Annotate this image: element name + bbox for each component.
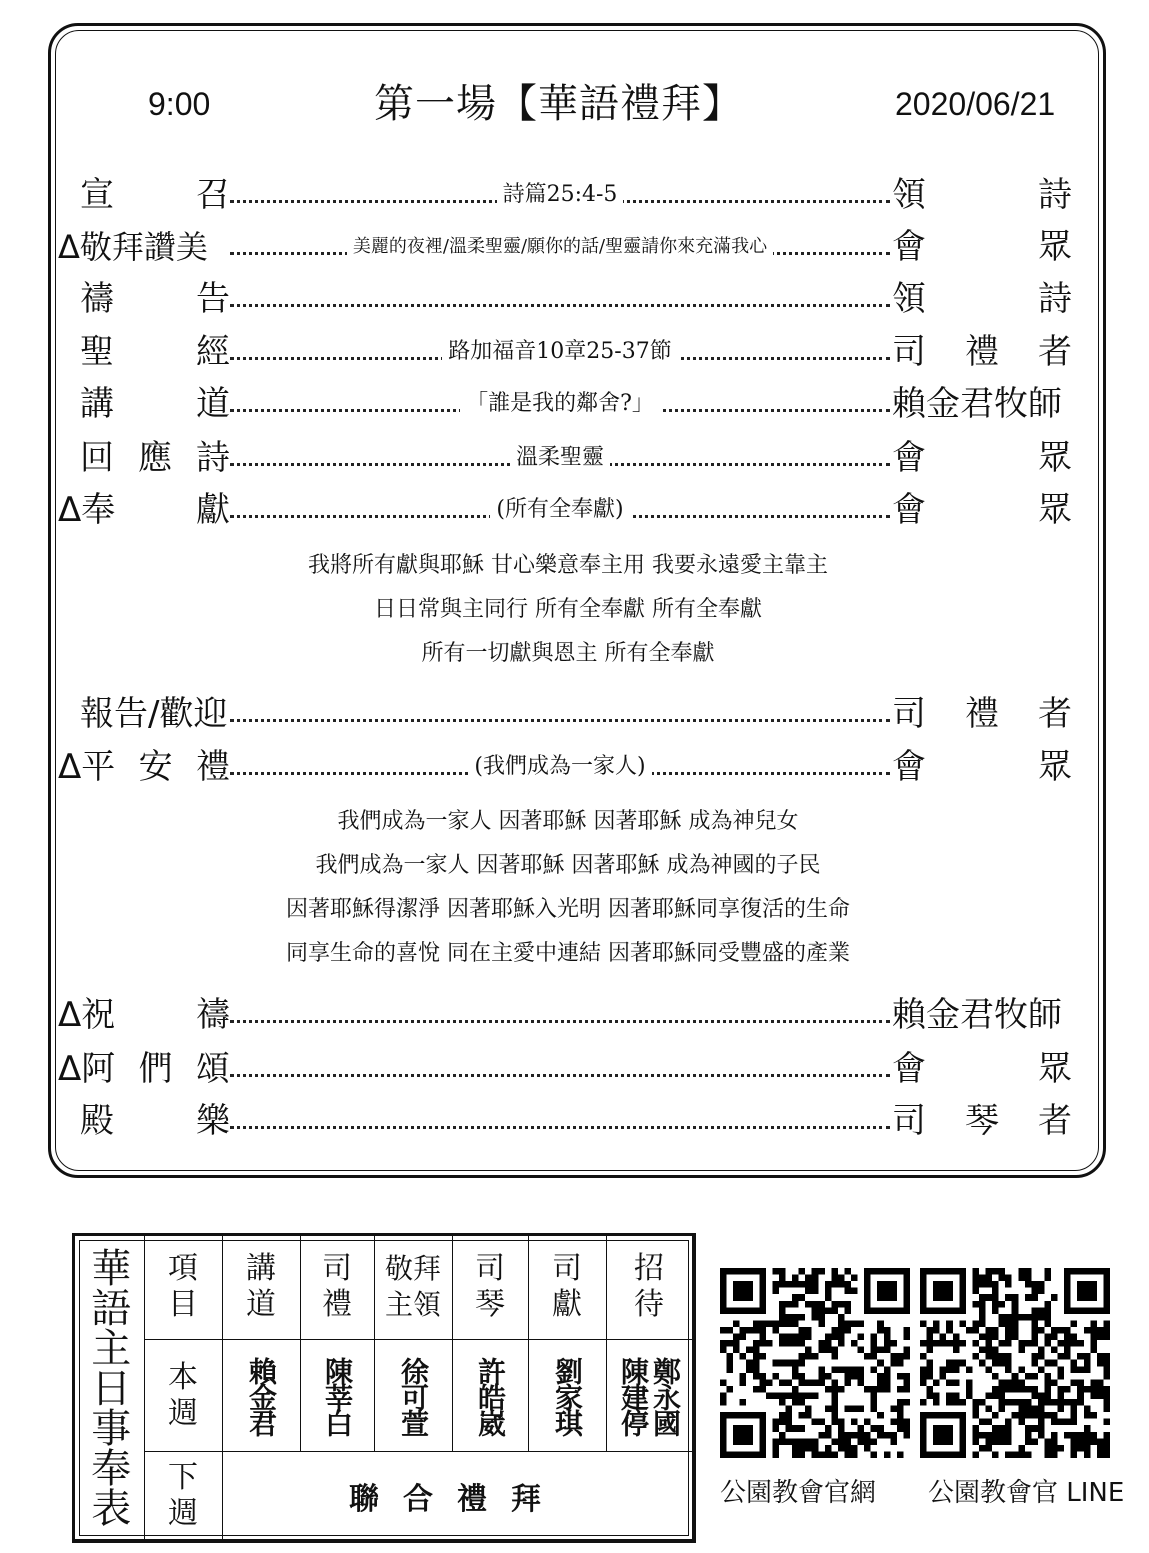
roster-name: 陳建停	[617, 1356, 650, 1435]
item-leader: 禮	[965, 694, 999, 734]
item-leader: 領	[892, 175, 926, 215]
roster-role: 講道	[246, 1250, 276, 1322]
item-label-part: 頌	[195, 1049, 230, 1089]
item-content: (所有全奉獻)	[490, 485, 629, 535]
service-item-call-to-worship	[58, 170, 1078, 220]
item-leader: 詩	[1038, 175, 1072, 215]
item-leader: 禮	[965, 332, 999, 372]
next-week-label: 下週	[168, 1459, 198, 1531]
line-qr-caption: 公園教會官 LINE	[928, 1478, 1125, 1508]
item-label-part: 告	[196, 279, 230, 319]
service-item-praise	[58, 222, 1078, 272]
peace-lyrics	[58, 800, 1078, 976]
roster-title-cell	[72, 1234, 144, 1540]
item-label-part: 宣	[80, 175, 114, 215]
item-leader: 賴金君牧師	[892, 384, 1062, 424]
website-qr-caption: 公園教會官網	[720, 1478, 877, 1508]
item-leader: 詩	[1038, 279, 1072, 319]
item-label-part: Δ奉	[58, 490, 116, 530]
service-item-announcements	[58, 689, 1078, 739]
item-label-part: 安	[138, 747, 173, 787]
item-label-part: 殿	[80, 1101, 114, 1141]
service-time: 9:00	[148, 86, 211, 122]
item-leader: 眾	[1038, 490, 1072, 530]
roster-header	[300, 1234, 374, 1340]
item-label-part: 召	[196, 175, 230, 215]
service-date: 2020/06/21	[895, 86, 1056, 122]
item-leader: 琴	[965, 1101, 999, 1141]
item-leader: 者	[1038, 332, 1072, 372]
service-item-benediction	[58, 990, 1078, 1040]
roster-role: 司禮	[322, 1250, 352, 1322]
roster-name: 陳莘白	[321, 1356, 354, 1435]
service-item-scripture	[58, 327, 1078, 377]
item-content: (我們成為一家人)	[468, 742, 651, 792]
roster-cell	[452, 1340, 528, 1452]
item-label-part: 道	[196, 384, 230, 424]
next-week-cell	[222, 1452, 692, 1540]
roster-role: 敬拜主領	[384, 1251, 441, 1321]
service-item-postlude	[58, 1096, 1078, 1146]
service-title: 第一場【華語禮拜】	[374, 81, 743, 127]
roster-name: 賴金君	[245, 1356, 278, 1435]
item-label-part: 獻	[196, 490, 230, 530]
service-item-peace	[58, 742, 1078, 792]
item-leader: 會	[892, 490, 926, 530]
lyric-line: 日日常與主同行 所有全奉獻 所有全奉獻	[374, 597, 762, 622]
item-leader: 會	[892, 438, 926, 478]
roster-cell	[374, 1340, 452, 1452]
lyric-line: 因著耶穌得潔淨 因著耶穌入光明 因著耶穌同享復活的生命	[286, 897, 850, 922]
joint-service-text: 聯合禮拜	[349, 1481, 565, 1517]
roster-name: 鄭永國	[649, 1356, 682, 1435]
roster-week-label	[144, 1340, 222, 1452]
item-leader: 司	[892, 1101, 926, 1141]
item-label-part: 聖	[80, 332, 114, 372]
roster-cell	[300, 1340, 374, 1452]
roster-cell	[528, 1340, 606, 1452]
item-content: 詩篇25:4-5	[497, 170, 624, 220]
item-leader: 會	[892, 227, 926, 267]
item-label-part: 禱	[196, 995, 230, 1035]
roster-cell-ushers	[606, 1340, 692, 1452]
lyric-line: 同享生命的喜悅 同在主愛中連結 因著耶穌同受豐盛的產業	[286, 941, 850, 966]
item-leader: 領	[892, 279, 926, 319]
line-qr-code-icon[interactable]	[920, 1268, 1110, 1458]
item-leader: 司	[892, 332, 926, 372]
roster-name: 徐可萱	[397, 1356, 430, 1435]
ministry-roster-table	[72, 1233, 693, 1540]
lyric-line: 我們成為一家人 因著耶穌 因著耶穌 成為神國的子民	[315, 853, 821, 878]
item-label-part: Δ平	[58, 747, 116, 787]
item-leader: 者	[1038, 1101, 1072, 1141]
service-item-response-hymn	[58, 433, 1078, 483]
item-leader: 眾	[1038, 227, 1072, 267]
item-leader: 眾	[1038, 1049, 1072, 1089]
item-label-part: 禮	[195, 747, 230, 787]
item-leader: 眾	[1038, 747, 1072, 787]
roster-role: 司琴	[475, 1250, 505, 1322]
item-leader: 眾	[1038, 438, 1072, 478]
offering-lyrics	[58, 544, 1078, 676]
lyric-line: 所有一切獻與恩主 所有全奉獻	[421, 641, 715, 666]
item-label-part: 回	[80, 438, 114, 478]
item-leader: 司	[892, 694, 926, 734]
roster-name: 許皓崴	[474, 1356, 507, 1435]
item-content: 路加福音10章25-37節	[442, 327, 677, 377]
item-label-part: Δ阿	[58, 1049, 116, 1089]
roster-week-label	[144, 1452, 222, 1540]
item-label-part: 詩	[196, 438, 230, 478]
item-leader: 者	[1038, 694, 1072, 734]
roster-cell	[222, 1340, 300, 1452]
roster-header	[606, 1234, 692, 1340]
item-label: 報告/歡迎	[80, 694, 228, 734]
item-content: 溫柔聖靈	[510, 433, 610, 483]
roster-header	[374, 1234, 452, 1340]
item-leader: 會	[892, 1049, 926, 1089]
service-item-prayer	[58, 274, 1078, 324]
item-label-part: 們	[138, 1049, 173, 1089]
roster-header	[528, 1234, 606, 1340]
roster-item-label: 項目	[168, 1250, 198, 1322]
item-label-part: 應	[138, 438, 172, 478]
item-label-part: 講	[80, 384, 114, 424]
item-content: 「誰是我的鄰舍?」	[460, 379, 660, 429]
roster-role: 招待	[634, 1250, 664, 1322]
item-content: 美麗的夜裡/溫柔聖靈/願你的話/聖靈請你來充滿我心	[347, 222, 773, 272]
roster-name: 劉家琪	[551, 1356, 584, 1435]
service-item-sermon	[58, 379, 1078, 429]
item-leader: 賴金君牧師	[892, 995, 1062, 1035]
roster-header	[144, 1234, 222, 1340]
item-label-part: Δ祝	[58, 995, 116, 1035]
roster-header	[222, 1234, 300, 1340]
roster-role: 司獻	[552, 1250, 582, 1322]
roster-title: 華語主日事奉表	[84, 1246, 131, 1527]
lyric-line: 我將所有獻與耶穌 甘心樂意奉主用 我要永遠愛主靠主	[308, 553, 828, 578]
service-item-offering	[58, 485, 1078, 535]
item-label: Δ敬拜讚美	[58, 228, 208, 266]
this-week-label: 本週	[168, 1359, 198, 1431]
item-label-part: 禱	[80, 279, 114, 319]
roster-header	[452, 1234, 528, 1340]
item-label-part: 樂	[196, 1101, 230, 1141]
item-label-part: 經	[196, 332, 230, 372]
item-leader: 會	[892, 747, 926, 787]
website-qr-code-icon[interactable]	[720, 1268, 910, 1458]
service-item-amen	[58, 1044, 1078, 1094]
lyric-line: 我們成為一家人 因著耶穌 因著耶穌 成為神兒女	[337, 809, 799, 834]
